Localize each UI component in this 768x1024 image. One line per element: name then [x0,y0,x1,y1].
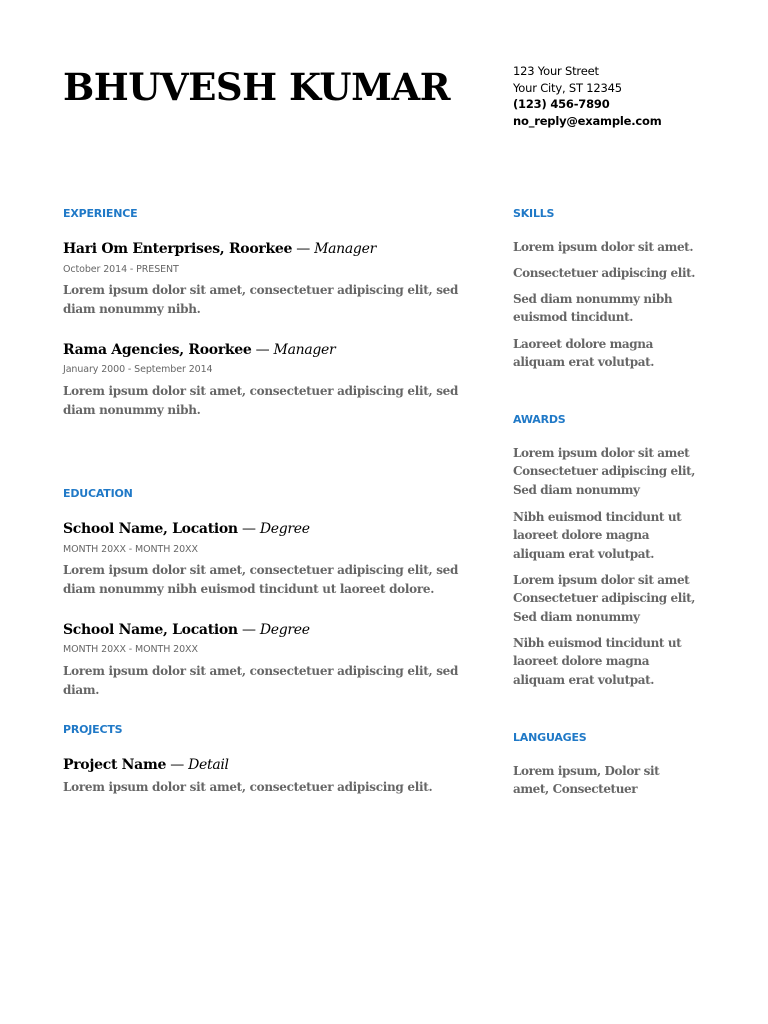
education-entry-2-desc: Lorem ipsum dolor sit amet, consectetuer adipiscing elit, sed diam. [63,664,459,697]
education-heading: EDUCATION [63,487,133,500]
education-entry-1-sep: — [237,521,260,537]
experience-entry-2-sep: — [251,342,274,358]
project-entry-1-desc: Lorem ipsum dolor sit amet, consectetuer adipiscing elit. [63,780,433,794]
projects-heading: PROJECTS [63,723,123,736]
candidate-name: BHUVESH KUMAR [63,65,450,109]
education-entry-2-org: School Name, Location [63,622,238,638]
experience-entry-2-title [63,340,335,360]
city-address: Your City, ST 12345 [513,80,622,95]
experience-entry-1-sep: — [292,241,315,257]
experience-entry-1-role: Manager [314,241,376,257]
languages-item-1: Lorem ipsum, Dolor sit amet, Consectetuer [513,764,660,797]
skills-item-1: Lorem ipsum dolor sit amet. [513,240,694,254]
experience-entry-1-date: October 2014 - PRESENT [63,264,179,275]
experience-entry-2-date: January 2000 - September 2014 [63,364,213,375]
education-entry-1-org: School Name, Location [63,521,238,537]
awards-item-2: Nibh euismod tincidunt ut laoreet dolore magna aliquam erat volutpat. [513,510,682,561]
phone-number: (123) 456-7890 [513,97,610,112]
education-entry-2-sep: — [237,622,260,638]
education-entry-1-title [63,519,310,539]
awards-item-1: Lorem ipsum dolor sit amet Consectetuer adipiscing elit, Sed diam nonummy [513,446,696,497]
education-entry-2-role: Degree [259,622,310,638]
skills-item-2: Consectetuer adipiscing elit. [513,266,696,280]
education-entry-1-date: MONTH 20XX - MONTH 20XX [63,544,198,555]
project-entry-1-sep: — [166,757,189,773]
experience-entry-1-desc: Lorem ipsum dolor sit amet, consectetuer adipiscing elit, sed diam nonummy nibh. [63,283,459,316]
experience-entry-1-org: Hari Om Enterprises, Roorkee [63,241,293,257]
languages-heading: LANGUAGES [513,731,587,744]
project-entry-1-title [63,755,229,775]
project-entry-1-org: Project Name [63,757,167,773]
education-entry-2-title [63,620,310,640]
education-entry-1-desc: Lorem ipsum dolor sit amet, consectetuer adipiscing elit, sed diam nonummy nibh euismod tincidunt ut laoreet dolore. [63,563,459,596]
awards-heading: AWARDS [513,413,566,426]
skills-item-4: Laoreet dolore magna aliquam erat volutpat. [513,337,655,370]
experience-entry-2-org: Rama Agencies, Roorkee [63,342,252,358]
skills-heading: SKILLS [513,207,555,220]
email-address: no_reply@example.com [513,113,662,128]
project-entry-1-role: Detail [188,757,229,773]
experience-entry-1-title [63,239,376,259]
contact-block [513,63,661,129]
experience-heading: EXPERIENCE [63,207,138,220]
awards-item-4: Nibh euismod tincidunt ut laoreet dolore magna aliquam erat volutpat. [513,636,682,687]
experience-entry-2-desc: Lorem ipsum dolor sit amet, consectetuer adipiscing elit, sed diam nonummy nibh. [63,384,459,417]
skills-item-3: Sed diam nonummy nibh euismod tincidunt. [513,292,673,325]
education-entry-1-role: Degree [259,521,310,537]
street-address: 123 Your Street [513,64,599,78]
education-entry-2-date: MONTH 20XX - MONTH 20XX [63,644,198,655]
awards-item-3: Lorem ipsum dolor sit amet Consectetuer adipiscing elit, Sed diam nonummy [513,573,696,624]
experience-entry-2-role: Manager [273,342,336,358]
